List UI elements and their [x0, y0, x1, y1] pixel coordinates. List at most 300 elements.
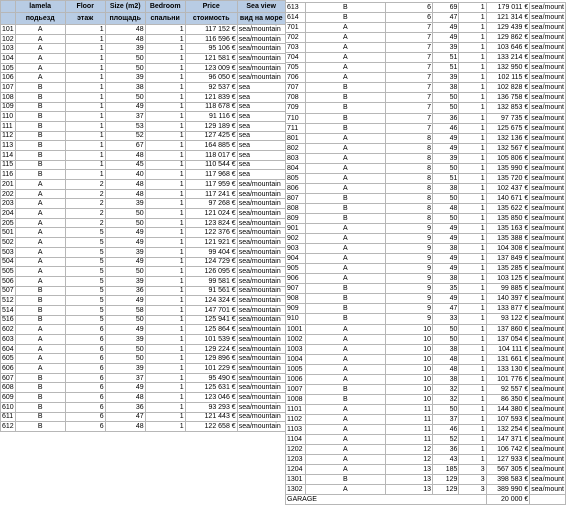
- apartment-number-cell: 809: [286, 213, 306, 223]
- size-cell: 38: [432, 274, 458, 284]
- size-cell: 50: [432, 193, 458, 203]
- price-cell: 107 593 €: [486, 414, 530, 424]
- table-row: [286, 53, 566, 63]
- size-cell: 50: [432, 163, 458, 173]
- floor-cell: 9: [385, 314, 432, 324]
- sea-view-cell: sea/mount: [531, 245, 564, 253]
- price-cell: 102 437 €: [486, 183, 530, 193]
- bedroom-cell: 1: [145, 276, 185, 286]
- floor-cell: 1: [65, 83, 105, 93]
- sea-view-cell: sea/mount: [531, 265, 564, 273]
- header-ru-3: площадь: [105, 13, 145, 25]
- sea-view-cell: sea/mount: [531, 446, 564, 454]
- price-cell: 137 849 €: [486, 254, 530, 264]
- size-cell: 40: [105, 170, 145, 180]
- floor-cell: 7: [385, 93, 432, 103]
- bedroom-cell: 1: [145, 354, 185, 364]
- lamela-cell: A: [305, 274, 385, 284]
- lamela-cell: B: [305, 304, 385, 314]
- floor-cell: 5: [65, 276, 105, 286]
- bedroom-cell: 1: [145, 267, 185, 277]
- sea-view-cell: sea/mount: [531, 335, 564, 343]
- apartment-number-cell: 1104: [286, 435, 306, 445]
- header-en-5: Price: [185, 1, 237, 13]
- apartment-number-cell: 1302: [286, 485, 306, 495]
- floor-cell: 1: [65, 54, 105, 64]
- table-row: [286, 143, 566, 153]
- table-row: [1, 315, 286, 325]
- apartment-number-cell: 205: [2, 219, 14, 227]
- table-row: [1, 247, 286, 257]
- sea-view-cell: sea/mountain: [237, 247, 285, 257]
- apartment-number-cell: 614: [286, 13, 306, 23]
- bedroom-cell: 1: [145, 63, 185, 73]
- price-cell: 147 371 €: [486, 435, 530, 445]
- price-cell: 133 877 €: [486, 304, 530, 314]
- table-row: [286, 203, 566, 213]
- apartment-number-cell: 707: [286, 83, 306, 93]
- floor-cell: 6: [65, 373, 105, 383]
- sea-view-cell: sea/mount: [531, 4, 564, 12]
- lamela-cell: B: [15, 286, 65, 296]
- lamela-cell: A: [305, 153, 385, 163]
- bedroom-cell: 1: [145, 325, 185, 335]
- apartment-number-cell: 612: [2, 423, 14, 431]
- price-cell: 99 404 €: [185, 247, 237, 257]
- lamela-cell: B: [305, 3, 385, 13]
- size-cell: 50: [432, 93, 458, 103]
- floor-cell: 9: [385, 274, 432, 284]
- header-ru-4: спальни: [145, 13, 185, 25]
- floor-cell: 1: [65, 102, 105, 112]
- apartment-number-cell: 610: [2, 403, 14, 411]
- lamela-cell: A: [15, 344, 65, 354]
- size-cell: 46: [432, 424, 458, 434]
- size-cell: 50: [432, 103, 458, 113]
- size-cell: 49: [432, 234, 458, 244]
- lamela-cell: B: [305, 294, 385, 304]
- price-cell: 135 850 €: [486, 213, 530, 223]
- apartment-number-cell: 801: [286, 133, 306, 143]
- bedroom-cell: 1: [145, 305, 185, 315]
- floor-cell: 6: [65, 412, 105, 422]
- apartment-number-cell: 1008: [286, 394, 306, 404]
- sea-view-cell: sea/mount: [531, 315, 564, 323]
- price-cell: 117 152 €: [185, 25, 237, 35]
- price-cell: 129 862 €: [486, 33, 530, 43]
- lamela-cell: A: [15, 364, 65, 374]
- lamela-cell: A: [15, 63, 65, 73]
- floor-cell: 7: [385, 23, 432, 33]
- size-cell: 47: [432, 13, 458, 23]
- lamela-cell: B: [15, 393, 65, 403]
- sea-view-cell: sea/mountain: [237, 63, 285, 73]
- price-cell: 91 561 €: [185, 286, 237, 296]
- floor-cell: 8: [385, 183, 432, 193]
- sea-view-cell: sea/mount: [531, 255, 564, 263]
- sea-view-cell: sea/mountain: [237, 383, 285, 393]
- size-cell: 38: [432, 374, 458, 384]
- size-cell: 49: [432, 133, 458, 143]
- size-cell: 48: [105, 150, 145, 160]
- lamela-cell: A: [15, 73, 65, 83]
- price-cell: 136 758 €: [486, 93, 530, 103]
- bedroom-cell: 1: [459, 394, 486, 404]
- price-cell: 135 163 €: [486, 224, 530, 234]
- price-cell: 123 824 €: [185, 218, 237, 228]
- sea-view-cell: sea: [237, 150, 285, 160]
- floor-cell: 9: [385, 264, 432, 274]
- table-row: [1, 150, 286, 160]
- lamela-cell: A: [305, 23, 385, 33]
- apartment-number-cell: 611: [1, 412, 16, 422]
- floor-cell: 1: [65, 150, 105, 160]
- sea-view-cell: sea/mount: [531, 395, 564, 403]
- apartment-number-cell: 1006: [286, 374, 306, 384]
- table-row: [286, 23, 566, 33]
- size-cell: 39: [105, 276, 145, 286]
- table-row: [286, 394, 566, 404]
- floor-cell: 1: [65, 170, 105, 180]
- header-row-english: [1, 1, 286, 13]
- price-cell: 179 011 €: [486, 3, 530, 13]
- size-cell: 50: [432, 334, 458, 344]
- floor-cell: 5: [65, 315, 105, 325]
- lamela-cell: B: [15, 92, 65, 102]
- apartment-number-cell: 1102: [286, 414, 306, 424]
- bedroom-cell: 1: [459, 103, 486, 113]
- sea-view-cell: sea/mount: [531, 94, 564, 102]
- price-cell: 129 224 €: [185, 344, 237, 354]
- size-cell: 50: [105, 344, 145, 354]
- table-row: [286, 455, 566, 465]
- bedroom-cell: 1: [145, 257, 185, 267]
- floor-cell: 7: [385, 113, 432, 123]
- price-cell: 132 950 €: [486, 63, 530, 73]
- floor-cell: 8: [385, 193, 432, 203]
- apartment-number-cell: 109: [2, 103, 14, 111]
- price-cell: 104 111 €: [486, 344, 530, 354]
- sea-view-cell: sea/mount: [531, 144, 564, 152]
- size-cell: 39: [432, 153, 458, 163]
- size-cell: 50: [432, 213, 458, 223]
- price-cell: 99 885 €: [486, 284, 530, 294]
- bedroom-cell: 1: [459, 374, 486, 384]
- left-table-body: [1, 25, 286, 432]
- lamela-cell: A: [305, 224, 385, 234]
- apartment-number-cell: 106: [2, 74, 14, 82]
- right-table-body: [286, 3, 566, 505]
- table-row: [286, 153, 566, 163]
- floor-cell: 10: [385, 344, 432, 354]
- size-cell: 50: [105, 54, 145, 64]
- sea-view-cell: sea/mount: [531, 305, 564, 313]
- garage-price: 20 000 €: [486, 495, 530, 505]
- floor-cell: 5: [65, 238, 105, 248]
- price-cell: 91 116 €: [185, 112, 237, 122]
- price-cell: 121 921 €: [185, 238, 237, 248]
- lamela-cell: B: [15, 402, 65, 412]
- price-cell: 133 130 €: [486, 364, 530, 374]
- size-cell: 37: [105, 112, 145, 122]
- bedroom-cell: 1: [459, 133, 486, 143]
- table-row: [1, 44, 286, 54]
- table-row: [1, 305, 286, 315]
- apartment-number-cell: 115: [1, 160, 16, 170]
- price-cell: 97 735 €: [486, 113, 530, 123]
- price-cell: 95 106 €: [185, 44, 237, 54]
- lamela-cell: A: [15, 34, 65, 44]
- size-cell: 69: [432, 3, 458, 13]
- lamela-cell: B: [15, 150, 65, 160]
- price-cell: 121 581 €: [185, 54, 237, 64]
- price-cell: 133 214 €: [486, 53, 530, 63]
- size-cell: 39: [105, 335, 145, 345]
- size-cell: 39: [105, 44, 145, 54]
- bedroom-cell: 1: [459, 224, 486, 234]
- sea-view-cell: sea/mountain: [237, 44, 285, 54]
- apartment-number-cell: 111: [1, 121, 16, 131]
- apartment-number-cell: 512: [2, 297, 14, 305]
- apartment-number-cell: 108: [2, 93, 14, 101]
- lamela-cell: A: [305, 183, 385, 193]
- lamela-cell: B: [305, 93, 385, 103]
- bedroom-cell: 1: [145, 189, 185, 199]
- lamela-cell: A: [305, 254, 385, 264]
- bedroom-cell: 1: [459, 93, 486, 103]
- apartment-number-cell: 1202: [286, 445, 306, 455]
- table-row: [286, 254, 566, 264]
- price-cell: 110 544 €: [185, 160, 237, 170]
- bedroom-cell: 1: [145, 141, 185, 151]
- bedroom-cell: 1: [145, 180, 185, 190]
- floor-cell: 6: [65, 422, 105, 432]
- price-cell: 95 490 €: [185, 373, 237, 383]
- price-cell: 106 742 €: [486, 445, 530, 455]
- apartment-number-cell: 1101: [286, 404, 306, 414]
- price-cell: 122 376 €: [185, 228, 237, 238]
- lamela-cell: B: [15, 315, 65, 325]
- apartment-number-cell: 1301: [286, 475, 306, 485]
- price-cell: 129 189 €: [185, 121, 237, 131]
- sea-view-cell: sea/mount: [531, 295, 564, 303]
- apartment-number-cell: 808: [286, 203, 306, 213]
- bedroom-cell: 1: [145, 373, 185, 383]
- table-row: [1, 267, 286, 277]
- lamela-cell: A: [15, 247, 65, 257]
- size-cell: 49: [105, 383, 145, 393]
- apartment-number-cell: 711: [286, 123, 306, 133]
- bedroom-cell: 1: [459, 43, 486, 53]
- price-cell: 135 720 €: [486, 173, 530, 183]
- lamela-cell: A: [15, 267, 65, 277]
- apartment-number-cell: 501: [2, 229, 14, 237]
- table-row: [1, 422, 286, 432]
- bedroom-cell: 1: [459, 213, 486, 223]
- table-row: [286, 364, 566, 374]
- size-cell: 39: [432, 43, 458, 53]
- bedroom-cell: 1: [459, 364, 486, 374]
- size-cell: 36: [432, 445, 458, 455]
- bedroom-cell: 1: [145, 25, 185, 35]
- table-row: [286, 314, 566, 324]
- floor-cell: 1: [65, 160, 105, 170]
- lamela-cell: A: [15, 228, 65, 238]
- table-row: [286, 33, 566, 43]
- size-cell: 49: [105, 228, 145, 238]
- bedroom-cell: 1: [459, 63, 486, 73]
- bedroom-cell: 3: [459, 465, 486, 475]
- floor-cell: 1: [65, 92, 105, 102]
- sea-view-cell: sea: [237, 131, 285, 141]
- table-row: [1, 344, 286, 354]
- floor-cell: 6: [65, 402, 105, 412]
- apartment-number-cell: 910: [286, 314, 306, 324]
- floor-cell: 6: [65, 335, 105, 345]
- bedroom-cell: 1: [459, 254, 486, 264]
- size-cell: 36: [105, 286, 145, 296]
- price-cell: 117 959 €: [185, 180, 237, 190]
- bedroom-cell: 1: [459, 3, 486, 13]
- lamela-cell: A: [15, 257, 65, 267]
- sea-view-cell: sea/mount: [531, 345, 564, 353]
- price-cell: 129 896 €: [185, 354, 237, 364]
- apartment-number-cell: 203: [2, 200, 14, 208]
- sea-view-cell: sea/mountain: [237, 364, 285, 374]
- table-row: [286, 3, 566, 13]
- size-cell: 48: [432, 354, 458, 364]
- sea-view-cell: sea: [237, 141, 285, 151]
- lamela-cell: A: [305, 324, 385, 334]
- floor-cell: 5: [65, 247, 105, 257]
- floor-cell: 11: [385, 435, 432, 445]
- floor-cell: 6: [65, 344, 105, 354]
- apartment-number-cell: 704: [286, 53, 306, 63]
- lamela-cell: A: [305, 173, 385, 183]
- apartment-number-cell: 114: [1, 150, 16, 160]
- bedroom-cell: 1: [459, 234, 486, 244]
- price-cell: 398 583 €: [486, 475, 530, 485]
- table-row: [286, 113, 566, 123]
- size-cell: 50: [105, 315, 145, 325]
- table-row: [1, 228, 286, 238]
- size-cell: 48: [105, 393, 145, 403]
- bedroom-cell: 1: [459, 23, 486, 33]
- floor-cell: 7: [385, 83, 432, 93]
- price-cell: 132 853 €: [486, 103, 530, 113]
- apartment-number-cell: 806: [286, 183, 306, 193]
- floor-cell: 5: [65, 228, 105, 238]
- lamela-cell: A: [305, 143, 385, 153]
- table-row: [286, 43, 566, 53]
- lamela-cell: A: [305, 485, 385, 495]
- sea-view-cell: sea/mountain: [237, 422, 285, 432]
- floor-cell: 9: [385, 284, 432, 294]
- lamela-cell: B: [305, 13, 385, 23]
- bedroom-cell: 1: [459, 435, 486, 445]
- header-en-3: Size (m2): [105, 1, 145, 13]
- lamela-cell: A: [305, 404, 385, 414]
- bedroom-cell: 1: [459, 384, 486, 394]
- size-cell: 129: [432, 475, 458, 485]
- lamela-cell: B: [305, 384, 385, 394]
- price-cell: 117 968 €: [185, 170, 237, 180]
- size-cell: 48: [105, 189, 145, 199]
- price-cell: 103 125 €: [486, 274, 530, 284]
- table-row: [286, 213, 566, 223]
- floor-cell: 7: [385, 123, 432, 133]
- apartment-number-cell: 904: [286, 254, 306, 264]
- floor-cell: 1: [65, 121, 105, 131]
- lamela-cell: B: [15, 373, 65, 383]
- lamela-cell: A: [305, 344, 385, 354]
- lamela-cell: A: [305, 53, 385, 63]
- floor-cell: 5: [65, 305, 105, 315]
- lamela-cell: A: [305, 234, 385, 244]
- size-cell: 38: [432, 183, 458, 193]
- apartment-number-cell: 604: [2, 345, 14, 353]
- apartment-number-cell: 107: [2, 83, 14, 91]
- price-cell: 121 839 €: [185, 92, 237, 102]
- bedroom-cell: 1: [459, 455, 486, 465]
- lamela-cell: A: [15, 209, 65, 219]
- size-cell: 47: [432, 304, 458, 314]
- apartment-number-cell: 1204: [286, 465, 306, 475]
- apartments-table-right: [285, 2, 566, 505]
- price-cell: 121 443 €: [185, 412, 237, 422]
- lamela-cell: B: [15, 102, 65, 112]
- size-cell: 32: [432, 394, 458, 404]
- sea-view-cell: sea/mount: [531, 134, 564, 142]
- floor-cell: 8: [385, 143, 432, 153]
- price-cell: 118 017 €: [185, 150, 237, 160]
- price-cell: 102 115 €: [486, 73, 530, 83]
- table-row: [286, 103, 566, 113]
- size-cell: 51: [432, 53, 458, 63]
- price-cell: 140 397 €: [486, 294, 530, 304]
- price-cell: 127 425 €: [185, 131, 237, 141]
- price-cell: 147 701 €: [185, 305, 237, 315]
- sea-view-cell: sea/mount: [531, 154, 564, 162]
- price-cell: 135 622 €: [486, 203, 530, 213]
- sea-view-cell: sea: [237, 92, 285, 102]
- sea-view-cell: sea/mountain: [237, 286, 285, 296]
- apartment-number-cell: 613: [286, 3, 306, 13]
- price-cell: 97 268 €: [185, 199, 237, 209]
- table-row: [286, 224, 566, 234]
- sea-view-cell: sea/mountain: [237, 199, 285, 209]
- price-cell: 135 990 €: [486, 163, 530, 173]
- table-row: [1, 325, 286, 335]
- header-row-russian: [1, 13, 286, 25]
- lamela-cell: B: [15, 131, 65, 141]
- lamela-cell: A: [15, 218, 65, 228]
- size-cell: 39: [432, 73, 458, 83]
- lamela-cell: B: [305, 314, 385, 324]
- price-cell: 116 596 €: [185, 34, 237, 44]
- garage-label: GARAGE: [286, 495, 487, 505]
- floor-cell: 6: [65, 393, 105, 403]
- bedroom-cell: 1: [459, 13, 486, 23]
- sea-view-cell: sea/mountain: [237, 296, 285, 306]
- apartment-number-cell: 110: [1, 112, 16, 122]
- floor-cell: 1: [65, 34, 105, 44]
- price-cell: 135 388 €: [486, 234, 530, 244]
- apartment-number-cell: 506: [2, 277, 14, 285]
- table-row: [1, 63, 286, 73]
- bedroom-cell: 1: [145, 170, 185, 180]
- sea-view-cell: sea/mountain: [237, 315, 285, 325]
